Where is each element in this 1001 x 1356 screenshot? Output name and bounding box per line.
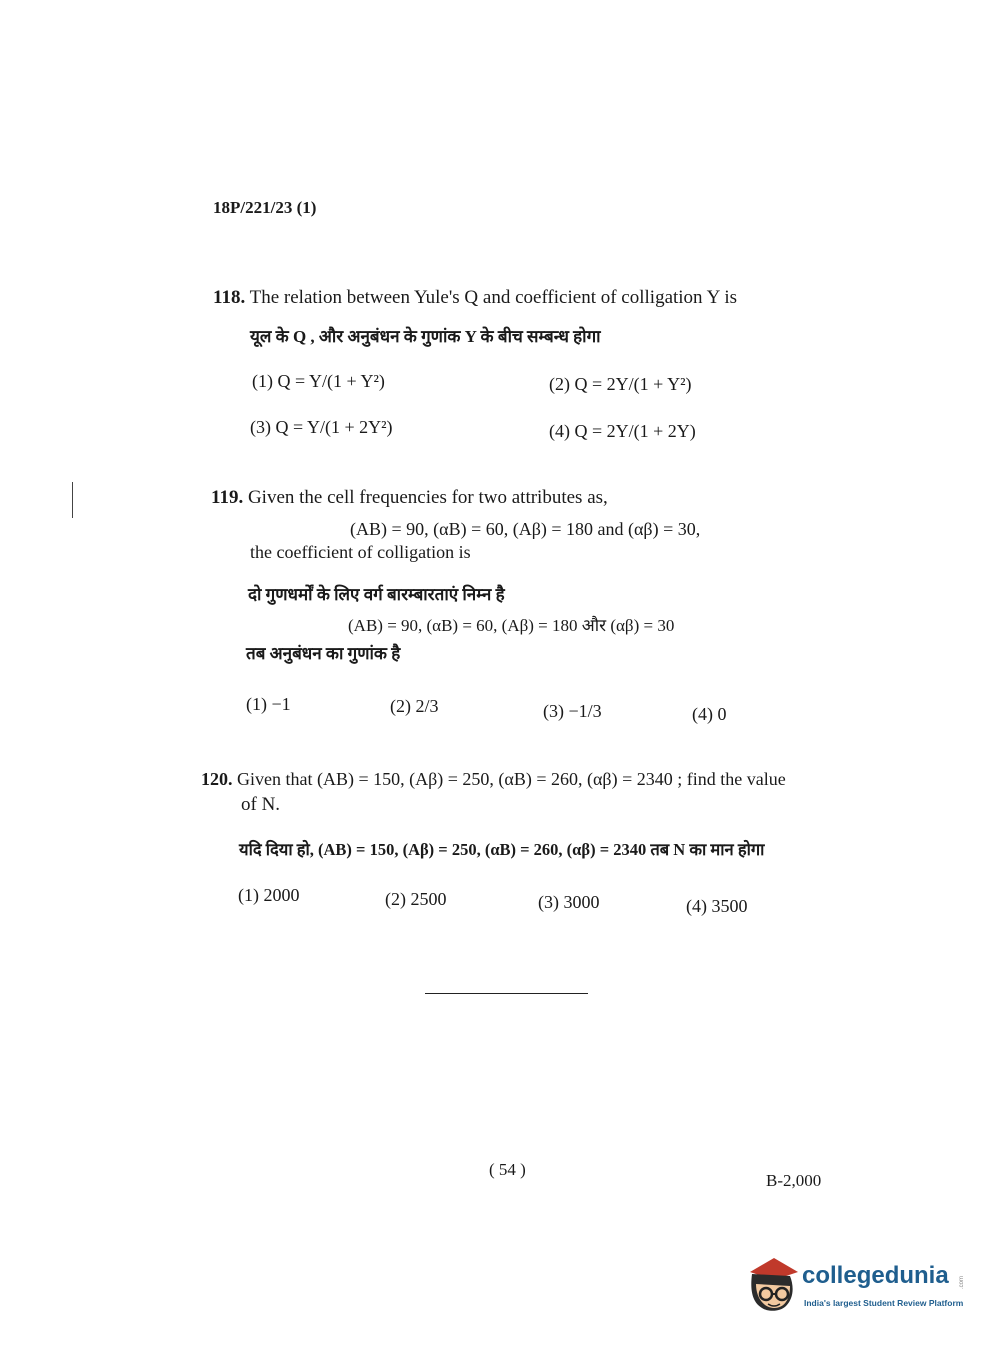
question-number: 119. (211, 487, 244, 508)
option-118-1: (1) Q = Y/(1 + Y²) (252, 371, 385, 391)
question-120-en-2: of N. (241, 794, 281, 815)
brand-tagline: India's largest Student Review Platform (804, 1298, 964, 1308)
formula-119-en: (AB) = 90, (αB) = 60, (Aβ) = 180 and (αβ) = 30, (350, 519, 701, 539)
question-number: 118. (213, 287, 246, 308)
mascot-icon (744, 1250, 800, 1320)
brand-name: collegedunia (802, 1262, 949, 1289)
paper-code: 18P/221/23 (1) (213, 198, 317, 217)
question-text: The relation between Yule's Q and coefficient of colligation Y is (249, 287, 738, 308)
question-120-en (201, 769, 786, 790)
question-119-en (211, 487, 608, 509)
option-120-1: (1) 2000 (238, 885, 300, 905)
question-119-hi: दो गुणधर्मों के लिए वर्ग बारम्बारताएं निम्न है (248, 585, 505, 604)
question-118-en (213, 287, 737, 309)
collegedunia-logo (744, 1250, 974, 1320)
question-text: Given that (AB) = 150, (Aβ) = 250, (αB) = 260, (αβ) = 2340 ; find the value (237, 769, 786, 789)
option-119-4: (4) 0 (692, 704, 727, 724)
booklet-code: B-2,000 (766, 1171, 822, 1190)
option-119-1: (1) −1 (246, 694, 291, 714)
question-number: 120. (201, 769, 233, 789)
option-118-2: (2) Q = 2Y/(1 + Y²) (549, 374, 692, 394)
option-119-3: (3) −1/3 (543, 701, 602, 721)
option-119-2: (2) 2/3 (390, 696, 439, 716)
question-119-hi-2: तब अनुबंधन का गुणांक है (246, 644, 401, 663)
page-number: ( 54 ) (489, 1160, 526, 1179)
question-118-hi: यूल के Q , और अनुबंधन के गुणांक Y के बीच सम्बन्ध होगा (250, 327, 601, 346)
option-120-3: (3) 3000 (538, 892, 600, 912)
margin-mark (72, 482, 73, 518)
question-120-hi: यदि दिया हो, (AB) = 150, (Aβ) = 250, (αB) = 260, (αβ) = 2340 तब N का मान होगा (239, 840, 765, 859)
question-119-en-2: the coefficient of colligation is (250, 542, 471, 562)
formula-119-hi: (AB) = 90, (αB) = 60, (Aβ) = 180 और (αβ) = 30 (348, 616, 675, 635)
option-118-4: (4) Q = 2Y/(1 + 2Y) (549, 421, 696, 441)
brand-suffix: .com (959, 1276, 965, 1290)
option-120-2: (2) 2500 (385, 889, 447, 909)
option-118-3: (3) Q = Y/(1 + 2Y²) (250, 417, 393, 437)
option-120-4: (4) 3500 (686, 896, 748, 916)
end-rule (425, 993, 588, 994)
question-text: Given the cell frequencies for two attributes as, (247, 487, 608, 508)
